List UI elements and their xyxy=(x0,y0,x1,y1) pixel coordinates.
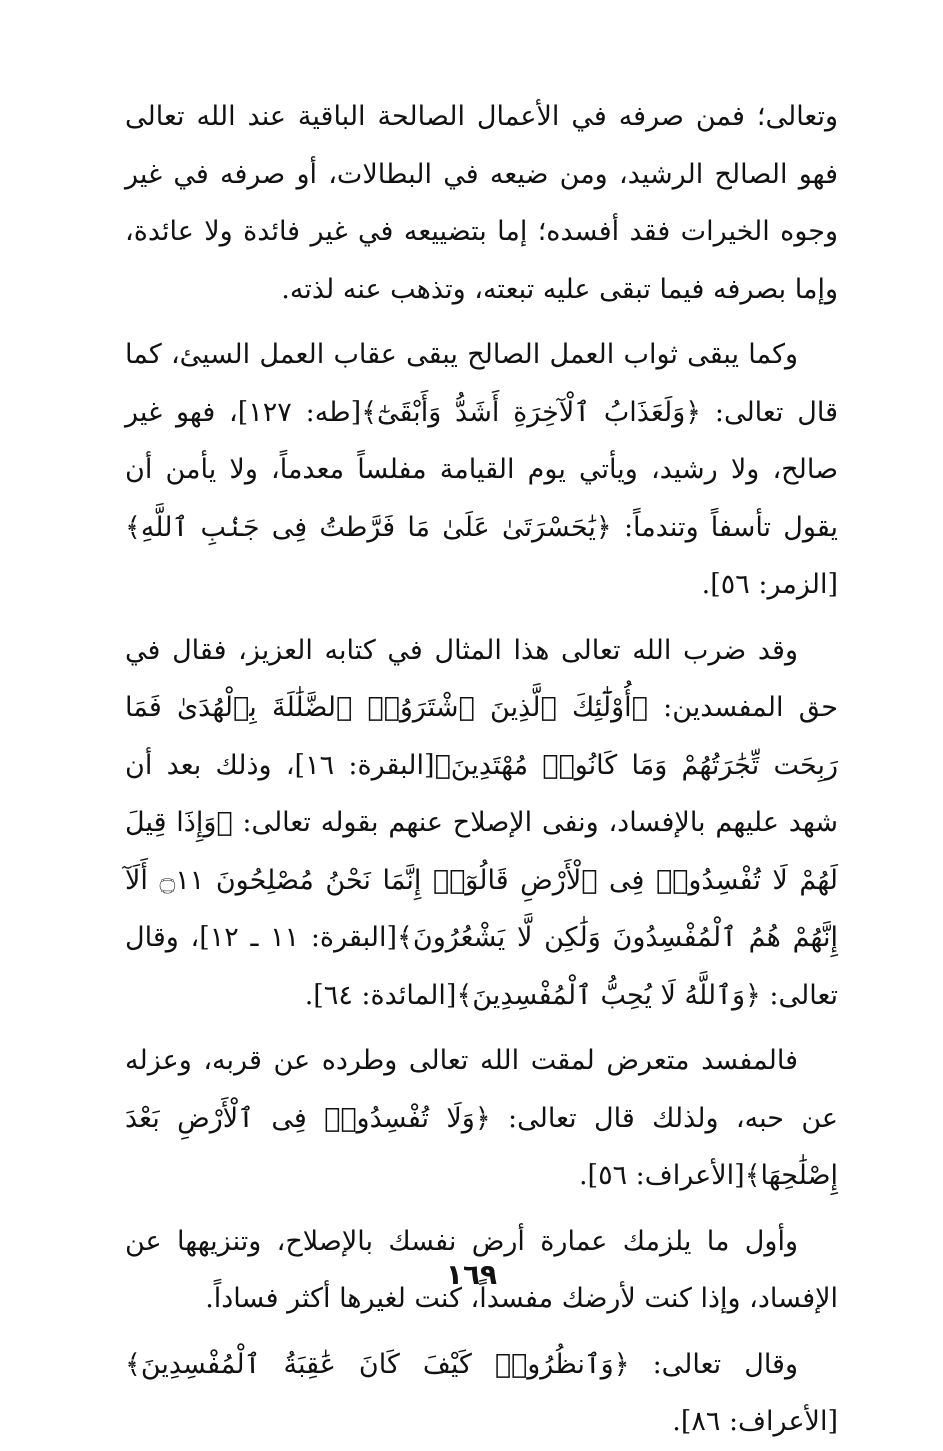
paragraph-5-text: وأول ما يلزمك عمارة أرض نفسك بالإصلاح، وتنزيهها عن الإفساد، وإذا كنت لأرضك مفسداً، كنت لغيرها أكثر فساداً. xyxy=(125,1225,838,1314)
paragraph-6 xyxy=(125,1336,838,1451)
paragraph-3 xyxy=(125,622,838,1025)
paragraph-2 xyxy=(125,326,838,614)
paragraph-1-text: وتعالى؛ فمن صرفه في الأعمال الصالحة الباقية عند الله تعالى فهو الصالح الرشيد، ومن ضيعه في البطالات، أو صرفه في غير وجوه الخيرات فقد أفسده؛ إما بتضييعه في غير فائدة ولا عائدة، وإما بصرفه فيما تبقى عليه تبعته، وتذهب عنه لذته. xyxy=(125,101,839,305)
paragraph-gap xyxy=(125,1024,838,1032)
paragraph-gap xyxy=(125,318,838,326)
page-body xyxy=(125,88,839,1437)
paragraph-gap xyxy=(125,1328,838,1336)
paragraph-6-text: وقال تعالى: ﴿وَٱنظُرُوا۟ كَيْفَ كَانَ عَٰقِبَةُ ٱلْمُفْسِدِينَ﴾[الأعراف: ٨٦]. xyxy=(125,1348,838,1437)
paragraph-1 xyxy=(125,88,838,318)
paragraph-gap xyxy=(125,1205,838,1213)
paragraph-2-text: وكما يبقى ثواب العمل الصالح يبقى عقاب العمل السيئ، كما قال تعالى: ﴿وَلَعَذَابُ ٱلْآخِرَةِ أَشَدُّ وَأَبْقَىٰٓ﴾[طه: ١٢٧]، فهو غير صالح، ولا رشيد، ويأتي يوم القيامة مفلساً معدماً، ولا يأمن أن يقول تأسفاً وتندماً: ﴿يَٰحَسْرَتَىٰ عَلَىٰ مَا فَرَّطتُ فِى جَنۢبِ ٱللَّهِ﴾[الزمر: ٥٦]. xyxy=(125,339,838,600)
paragraph-3-text: وقد ضرب الله تعالى هذا المثال في كتابه العزيز، فقال في حق المفسدين: ﴿أُوْلَٰٓئِكَ ٱلَّذِينَ ٱشْتَرَوُا۟ ٱلضَّلَٰلَةَ بِٱلْهُدَىٰ فَمَا رَبِحَت تِّجَٰرَتُهُمْ وَمَا كَانُوا۟ مُهْتَدِينَ﴾[البقرة: ١٦]، وذلك بعد أن شهد عليهم بالإفساد، ونفى الإصلاح عنهم بقوله تعالى: ﴿وَإِذَا قِيلَ لَهُمْ لَا تُفْسِدُوا۟ فِى ٱلْأَرْضِ قَالُوٓا۟ إِنَّمَا نَحْنُ مُصْلِحُونَ ۝١١ أَلَآ إِنَّهُمْ هُمُ ٱلْمُفْسِدُونَ وَلَٰكِن لَّا يَشْعُرُونَ﴾[البقرة: ١١ ـ ١٢]، وقال تعالى: ﴿وَٱللَّهُ لَا يُحِبُّ ٱلْمُفْسِدِينَ﴾[المائدة: ٦٤]. xyxy=(125,634,839,1011)
paragraph-gap xyxy=(125,614,838,622)
page-number: ١٦٩ xyxy=(445,1258,498,1291)
paragraph-4 xyxy=(125,1032,838,1205)
paragraph-4-text: فالمفسد متعرض لمقت الله تعالى وطرده عن قربه، وعزله عن حبه، ولذلك قال تعالى: ﴿وَلَا تُفْسِدُوا۟ فِى ٱلْأَرْضِ بَعْدَ إِصْلَٰحِهَا﴾[الأعراف: ٥٦]. xyxy=(125,1045,838,1191)
